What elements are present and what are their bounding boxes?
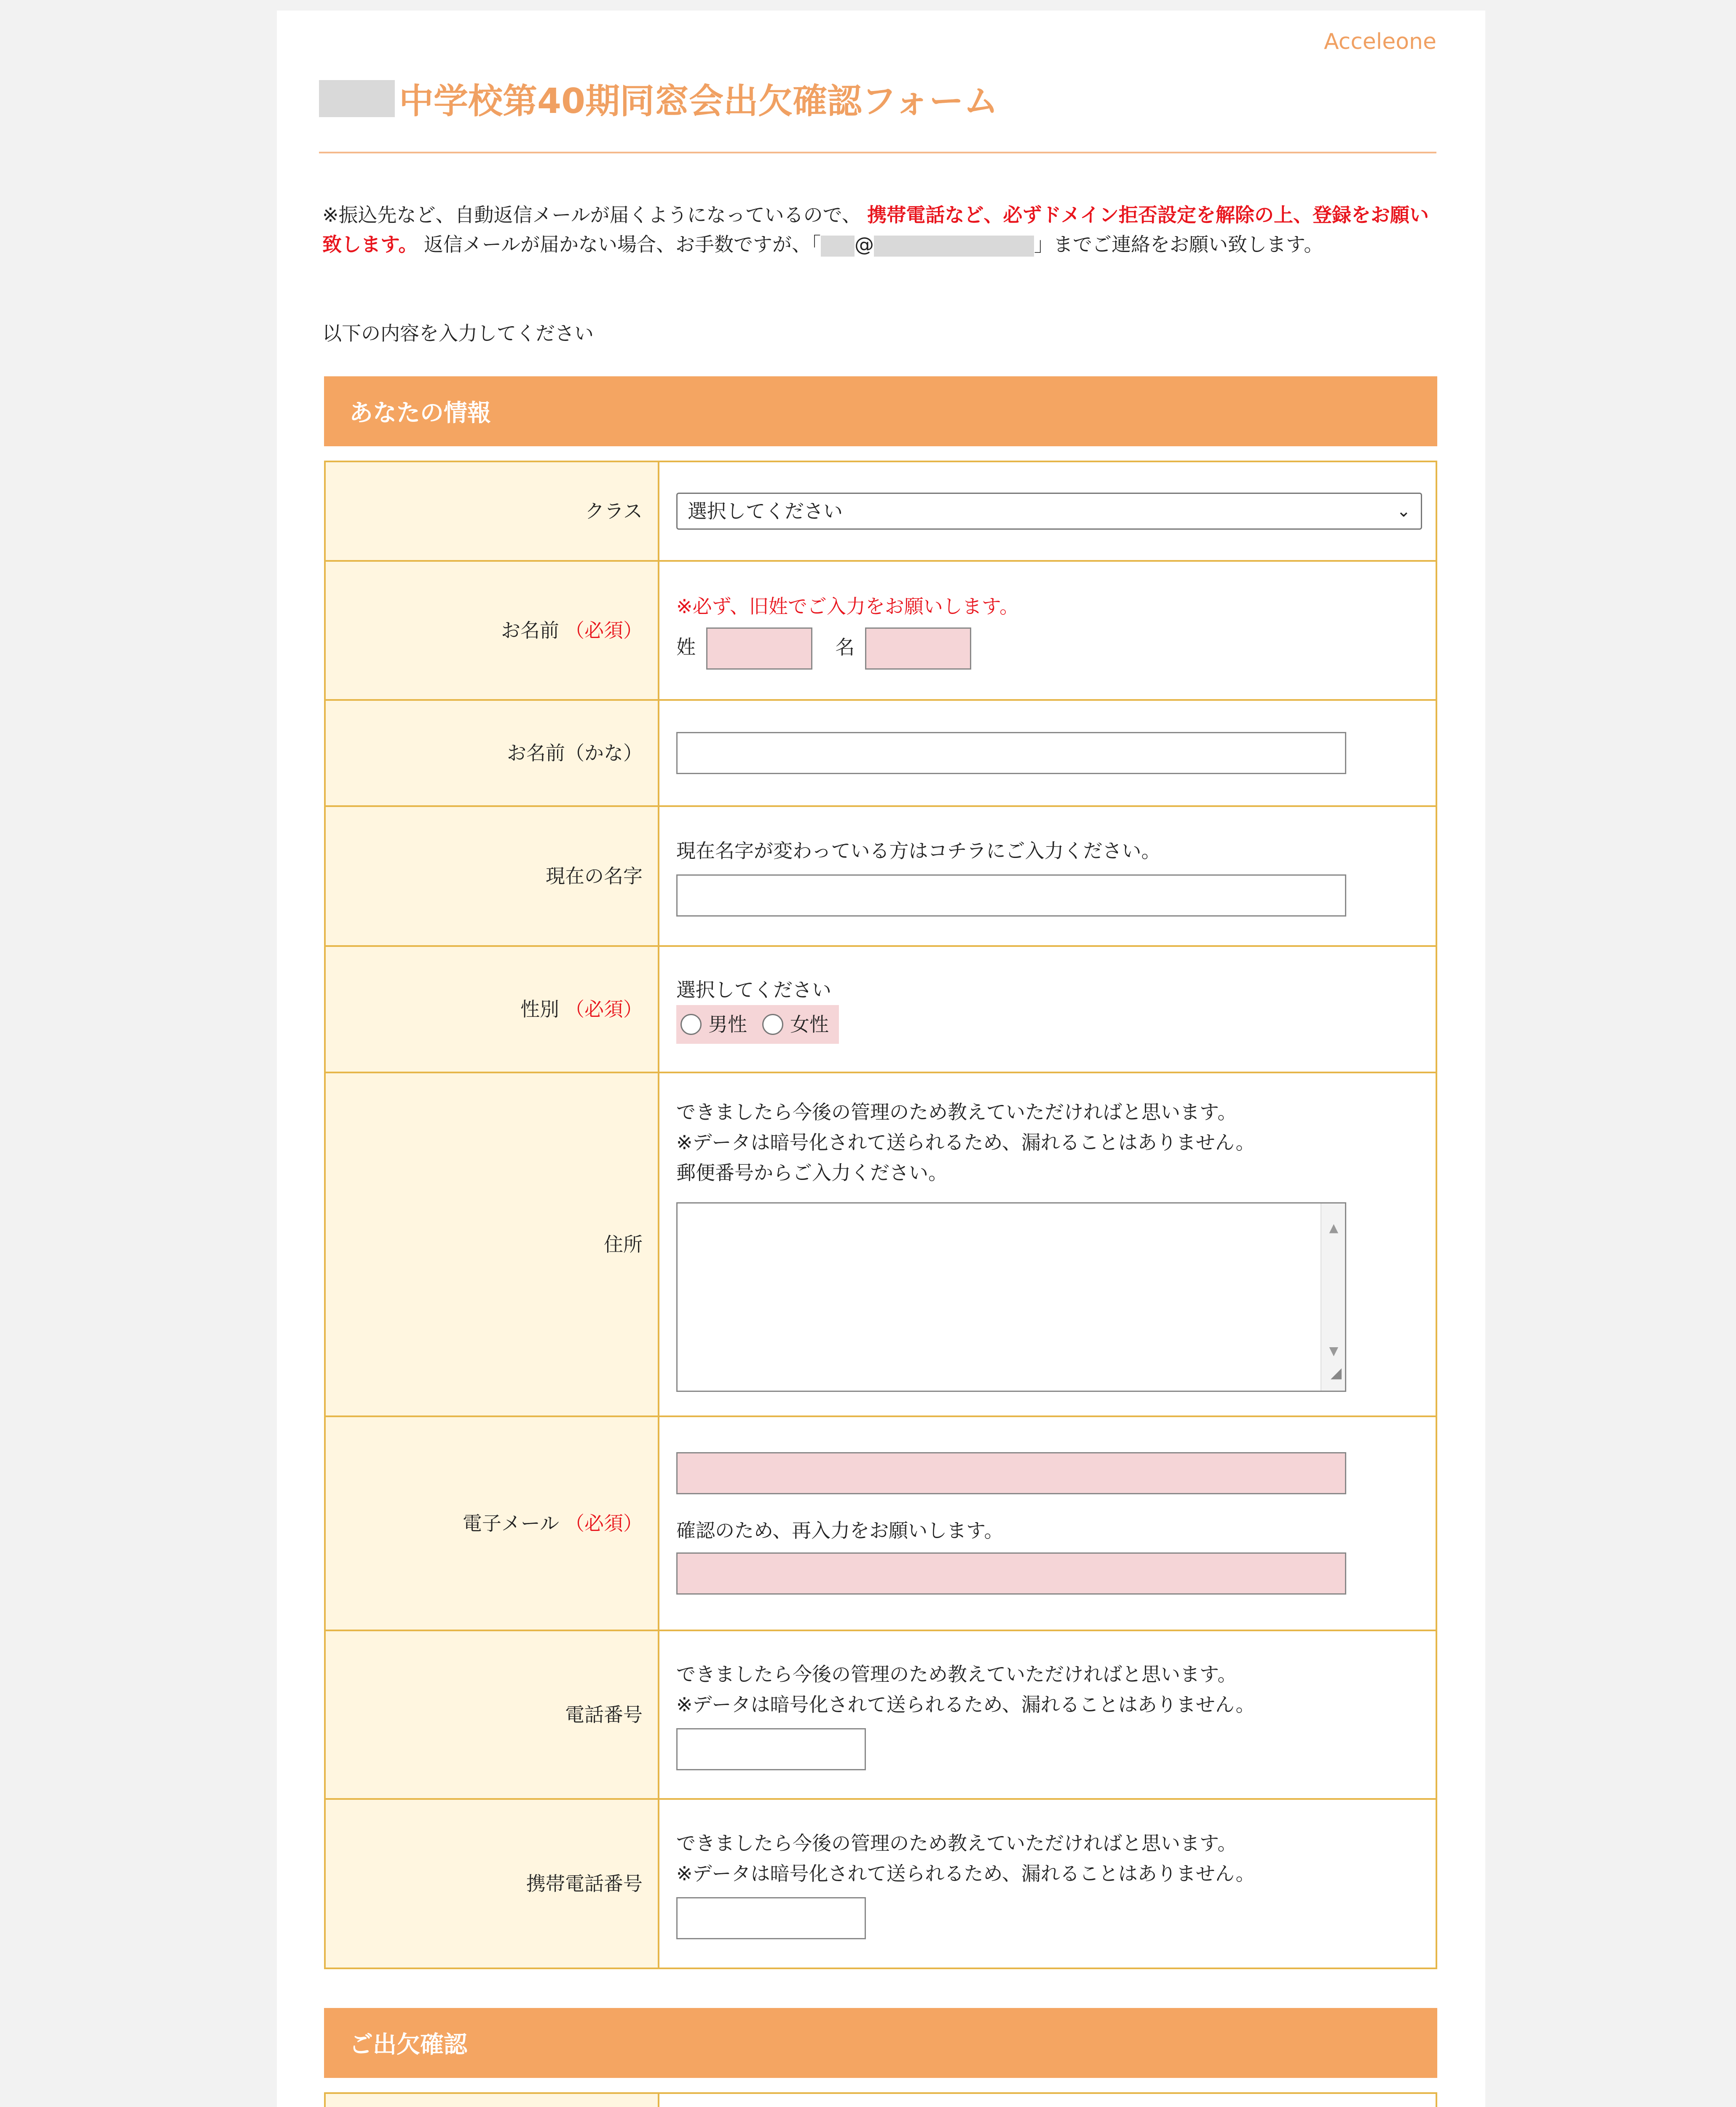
name-note: ※必ず、旧姓でご入力をお願いします。 xyxy=(676,595,1019,618)
gender-label-text: 性別 xyxy=(520,998,559,1021)
brand-name: Acceleone xyxy=(1323,29,1436,54)
first-name-input[interactable] xyxy=(865,627,971,670)
address-label-text: 住所 xyxy=(604,1233,643,1256)
mobile-input[interactable] xyxy=(676,1897,866,1939)
address-note-1: できましたら今後の管理のため教えていただければと思います。 xyxy=(676,1101,1237,1123)
row-kana xyxy=(325,700,1436,806)
last-name-input[interactable] xyxy=(706,627,812,670)
scroll-down-icon[interactable]: ▼ xyxy=(1329,1344,1338,1358)
mobile-label-text: 携帯電話番号 xyxy=(526,1872,643,1895)
personal-info-table xyxy=(324,461,1437,1969)
notice-text xyxy=(322,200,1435,259)
phone-note-2: ※データは暗号化されて送られるため、漏れることはありません。 xyxy=(676,1693,1255,1716)
class-label xyxy=(325,461,659,561)
page-title xyxy=(319,74,998,123)
mobile-label xyxy=(325,1799,659,1968)
row-class xyxy=(325,461,1436,561)
current-name-label-text: 現在の名字 xyxy=(546,865,643,887)
email-label xyxy=(325,1416,659,1630)
row-mobile xyxy=(325,1799,1436,1968)
section-header-attendance: ご出欠確認 xyxy=(324,2008,1437,2078)
radio-female[interactable] xyxy=(762,1014,783,1035)
gender-radio-group xyxy=(676,1005,839,1044)
address-note-2: ※データは暗号化されて送られるため、漏れることはありません。 xyxy=(676,1131,1255,1154)
radio-male[interactable] xyxy=(680,1014,702,1035)
notice-warning: 携帯電話など、必ずドメイン拒否設定を解除の上、登録をお願い致します。 xyxy=(322,204,1429,256)
row-phone xyxy=(325,1630,1436,1799)
required-badge: （必須） xyxy=(565,619,643,642)
title-divider xyxy=(319,152,1436,153)
gender-male-label: 男性 xyxy=(708,1013,747,1036)
required-badge: （必須） xyxy=(565,1512,643,1535)
gender-label xyxy=(325,946,659,1072)
email-label-text: 電子メール xyxy=(462,1512,559,1535)
redacted-email-user xyxy=(821,236,855,257)
attendance-table xyxy=(324,2092,1437,2107)
kana-label xyxy=(325,700,659,806)
class-select[interactable] xyxy=(676,493,1422,530)
gender-female-label: 女性 xyxy=(790,1013,829,1036)
reunion-label xyxy=(325,2093,659,2107)
row-email xyxy=(325,1416,1436,1630)
phone-label-text: 電話番号 xyxy=(565,1703,643,1726)
row-address xyxy=(325,1072,1436,1416)
chevron-down-icon: ⌄ xyxy=(1396,501,1411,521)
phone-input[interactable] xyxy=(676,1728,866,1770)
redacted-email-domain xyxy=(874,236,1034,257)
name-label-text: お名前 xyxy=(501,619,559,642)
row-name xyxy=(325,561,1436,700)
email-input[interactable] xyxy=(676,1452,1346,1494)
current-name-label xyxy=(325,806,659,946)
phone-note-1: できましたら今後の管理のため教えていただければと思います。 xyxy=(676,1663,1237,1686)
row-gender xyxy=(325,946,1436,1072)
email-confirm-note: 確認のため、再入力をお願いします。 xyxy=(676,1519,1004,1542)
email-confirm-input[interactable] xyxy=(676,1552,1346,1595)
required-badge: （必須） xyxy=(565,998,643,1021)
first-name-label: 名 xyxy=(835,635,855,659)
last-name-label: 姓 xyxy=(676,635,696,659)
mobile-note-2: ※データは暗号化されて送られるため、漏れることはありません。 xyxy=(676,1862,1255,1885)
section-header-you: あなたの情報 xyxy=(324,376,1437,446)
page-title-text: 中学校第40期同窓会出欠確認フォーム xyxy=(399,81,999,121)
resize-grip-icon[interactable]: ◢ xyxy=(1330,1364,1342,1381)
notice-part2: 返信メールが届かない場合、お手数ですが、「 xyxy=(423,233,821,256)
gender-note: 選択してください xyxy=(676,978,831,1001)
gender-female-option[interactable] xyxy=(762,1008,829,1041)
current-name-note: 現在名字が変わっている方はコチラにご入力ください。 xyxy=(676,839,1161,862)
row-current-name xyxy=(325,806,1436,946)
notice-part1: ※振込先など、自動返信メールが届くようになっているので、 xyxy=(322,204,861,226)
address-textarea[interactable] xyxy=(676,1202,1346,1392)
kana-input[interactable] xyxy=(676,732,1346,774)
name-label xyxy=(325,561,659,700)
address-label xyxy=(325,1072,659,1416)
class-label-text: クラス xyxy=(585,500,643,523)
notice-at: @ xyxy=(855,233,874,256)
phone-label xyxy=(325,1630,659,1799)
scroll-up-icon[interactable]: ▲ xyxy=(1329,1221,1338,1235)
mobile-note-1: できましたら今後の管理のため教えていただければと思います。 xyxy=(676,1832,1237,1855)
current-name-input[interactable] xyxy=(676,874,1346,917)
row-reunion xyxy=(325,2093,1436,2107)
form-page xyxy=(277,11,1485,2107)
class-select-value: 選択してください xyxy=(688,500,843,523)
intro-text: 以下の内容を入力してください xyxy=(322,322,594,345)
kana-label-text: お名前（かな） xyxy=(507,742,643,764)
address-note-3: 郵便番号からご入力ください。 xyxy=(676,1161,948,1184)
gender-male-option[interactable] xyxy=(680,1008,747,1041)
redacted-school-name xyxy=(319,80,395,117)
notice-part3: 」までご連絡をお願い致します。 xyxy=(1034,233,1323,256)
